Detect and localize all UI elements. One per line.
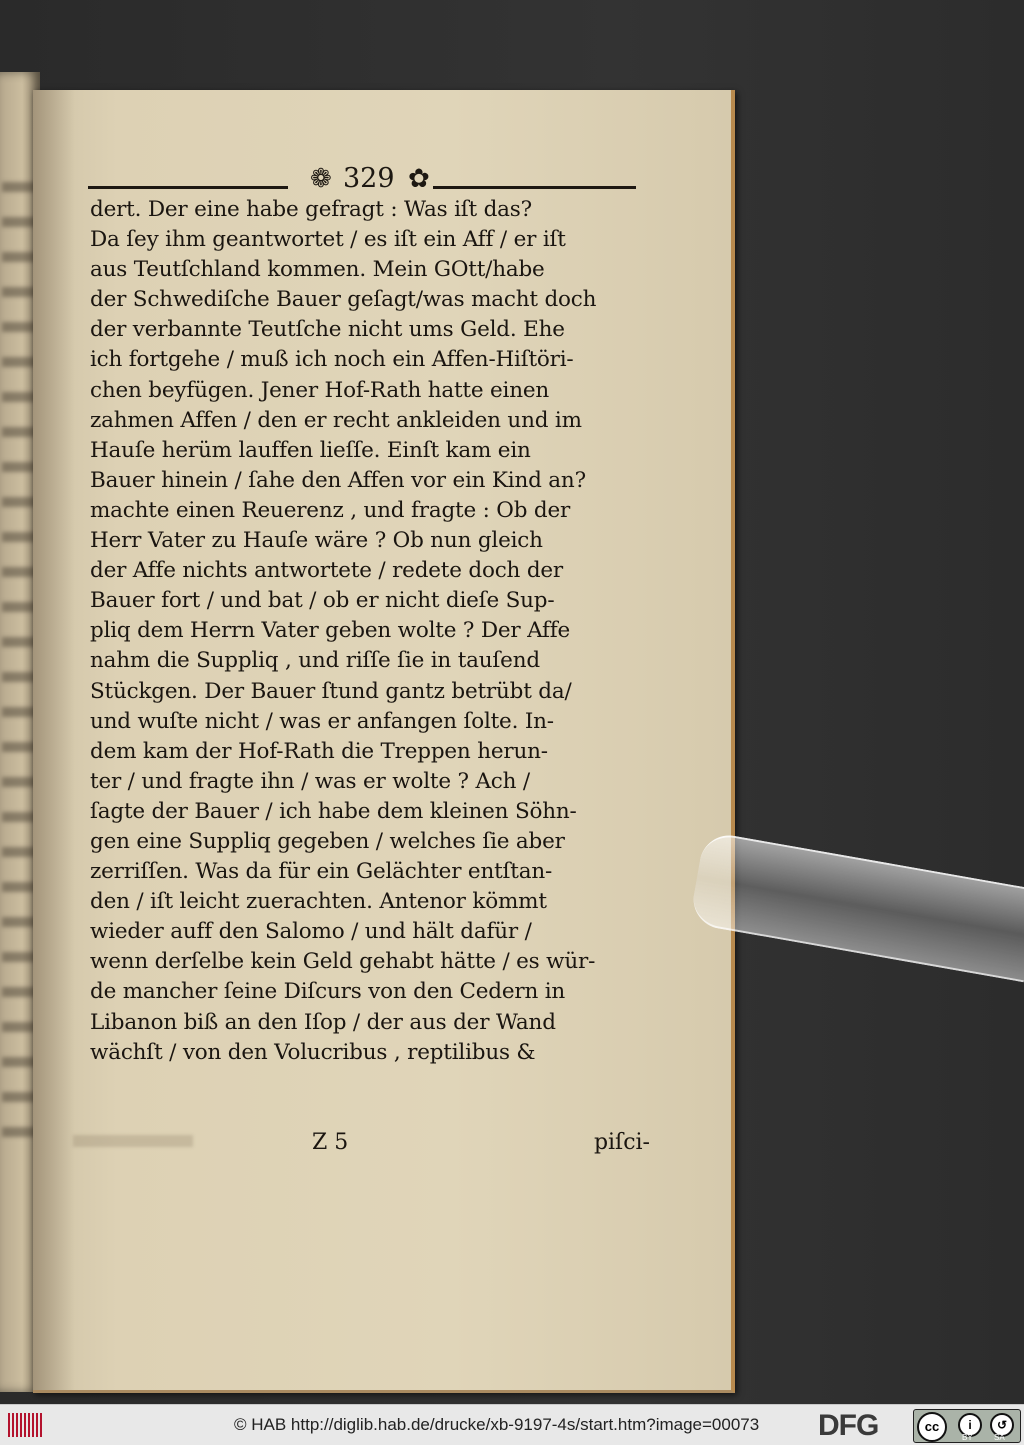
text-line: nahm die Suppliq , und riſſe ſie in tauſend (90, 648, 540, 674)
page-footer (90, 1130, 650, 1162)
viewer-footer-bar (0, 1404, 1024, 1445)
text-line: pliq dem Herrn Vater geben wolte ? Der Affe (90, 618, 571, 644)
text-line: Bauer fort / und bat / ob er nicht dieſe Sup- (90, 588, 555, 614)
text-line: dem kam der Hof-Rath die Treppen herun- (90, 738, 548, 764)
flower-ornament-icon: ❁ (310, 164, 332, 194)
text-line: Hauſe herüm lauffen lieſſe. Einſt kam ein (90, 437, 531, 463)
by-label: BY (962, 1433, 973, 1442)
text-line: wieder auff den Salomo / und hält dafür / (90, 919, 532, 945)
text-line: ich fortgehe / muß ich noch ein Affen-Hiſtöri- (90, 347, 574, 373)
hab-barcode-logo (8, 1413, 48, 1437)
text-line: Stückgen. Der Bauer ſtund gantz betrübt da/ (90, 678, 572, 704)
text-line: der Affe nichts antwortete / redete doch der (90, 558, 563, 584)
header-rule-right (433, 186, 636, 189)
dfg-logo[interactable]: DFG (818, 1409, 879, 1442)
text-line: wächſt / von den Volucribus , reptilibus & (90, 1039, 536, 1065)
share-alike-icon: ↺ (990, 1413, 1014, 1437)
page-gutter-shadow (33, 90, 75, 1390)
text-line: Herr Vater zu Hauſe wäre ? Ob nun gleich (90, 528, 543, 554)
text-line: de mancher ſeine Diſcurs von den Cedern in (90, 979, 566, 1005)
copyright-link[interactable]: © HAB http://diglib.hab.de/drucke/xb-9197-4s/start.htm?image=00073 (234, 1415, 760, 1434)
signature-mark: Z 5 (312, 1130, 349, 1155)
attribution-icon: i (958, 1413, 982, 1437)
page-number: 329 (343, 163, 395, 194)
text-line: chen beyfügen. Jener Hof-Rath hatte einen (90, 377, 550, 403)
text-line: und wuſte nicht / was er anfangen ſolte. In- (90, 708, 554, 734)
text-line: ter / und fragte ihn / was er wolte ? Ach / (90, 768, 530, 794)
book-page (33, 90, 735, 1393)
text-line: der Schwediſche Bauer geſagt/was macht doch (90, 287, 597, 313)
running-header (88, 165, 636, 195)
text-line: den / iſt leicht zuerachten. Antenor kömmt (90, 889, 547, 915)
text-line: zahmen Affen / den er recht ankleiden und im (90, 407, 582, 433)
flower-ornament-icon: ✿ (408, 164, 430, 194)
text-line: dert. Der eine habe gefragt : Was iſt das? (90, 197, 532, 222)
cc-license-badge[interactable] (913, 1409, 1021, 1443)
text-line: Da ſey ihm geantwortet / es iſt ein Aff / er iſt (90, 227, 566, 253)
text-line: machte einen Reuerenz , und fragte : Ob der (90, 497, 571, 523)
header-rule-left (88, 186, 288, 189)
text-line: Libanon biß an den Iſop / der aus der Wand (90, 1009, 556, 1035)
text-line: wenn derſelbe kein Geld gehabt hätte / es wür- (90, 949, 596, 975)
catchword: piſci- (593, 1130, 650, 1155)
text-line: aus Teutſchland kommen. Mein GOtt/habe (90, 257, 545, 283)
text-line: zerriſſen. Was da für ein Gelächter entſtan- (90, 859, 553, 885)
text-line: gen eine Suppliq gegeben / welches ſie aber (90, 828, 565, 854)
text-line: ſagte der Bauer / ich habe dem kleinen Söhn- (90, 798, 577, 824)
page-body-text (90, 195, 650, 1068)
cc-icon: cc (917, 1412, 947, 1442)
text-line: der verbannte Teutſche nicht ums Geld. Ehe (90, 317, 565, 343)
sa-label: SA (994, 1433, 1005, 1442)
text-line: Bauer hinein / ſahe den Affen vor ein Kind an? (90, 467, 586, 493)
